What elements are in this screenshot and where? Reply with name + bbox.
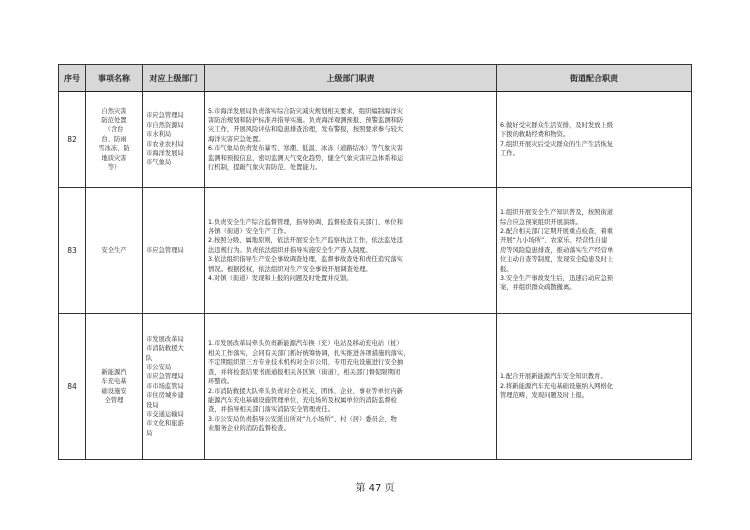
row-number: 83 [59,188,86,314]
department-list: 市应急管理局 [146,246,184,254]
item-name: 自然灾害 防范处置 （含台 台、防雨 雪冰冻、防 地质灾害 等） [98,107,130,172]
department-list: 市发展改革局 市消防救援大 队 市公安局 市应急管理局 市市场监管局 市住房城乡建 设局 市交通运输局 市文化和旅游 局 [146,335,184,437]
header-department: 对应上级部门 [143,65,205,92]
street-duty-text: 6.做好受灾群众生活安排，及时发放上级 下拨的救助经费和物资。 7.组织开展灾后受灾群众的生产生活恢复 工作。 [500,121,614,157]
street-duty-text: 1.组织开展安全生产知识普及，按照街道 综合应急预案组织开展演练。 2.配合相关部门定期开展重点检查，着重 开展“九小场所”、农家乐、经营性自建 房等风险隐患排查，推动落实生产经营单 位主动自查等制度，发现安全隐患及时上 报。 3.安全生产事故发生后，迅速启动应急预 案，并组织群众疏散撤离。 [500,209,614,292]
duty-table [58,64,692,460]
item-name: 新能源汽 车充电基 础设施安 全管理 [101,368,127,404]
table-row [59,188,692,314]
header-item-name: 事项名称 [86,65,143,92]
header-no: 序号 [59,65,86,92]
header-street-duty: 街道配合职责 [497,65,692,92]
table-header-row [59,65,692,92]
item-name: 安全生产 [101,246,127,254]
department-list: 市应急管理局 市自然资源局 市水利局 市农业农村局 市海洋发展局 市气象局 [146,112,184,167]
row-number: 84 [59,314,86,460]
row-number: 82 [59,92,86,188]
superior-duty-text: 1.负责安全生产综合监督管理，指导协调、监督检查有关部门、单位和 各镇（街道）安全生产工作。 2.按照分级、属地原则，依法开展安全生产监察执法工作，依法监处违 法违规行为。负责依法组织并指导实施安全生产准入制度。 3.依法组织指导生产安全事故调查处理，监督事故查处和责任追究落实 情况。根据授权，依法组织对生产安全事故开展调查处理。 4.对镇（街道）发现和上报的问题及时处置并反馈。 [208,218,403,283]
table-row [59,92,692,188]
page-number: 第 47 页 [355,483,395,494]
street-duty-text: 1.配合开展新能源汽车安全知识教育。 2.将新能源汽车充电基础设施纳入网格化 管理范畴，发现问题及时上报。 [500,373,614,400]
superior-duty-text: 5.市海洋发展局负责落实综合防灾减灾规划相关要求，组织编制海洋灾 害防治规划和防护标准并指导实施。负责海洋观测预报、预警监测和防 灾工作，开展风险评估和隐患排查治理，发布警报，按照要求参与较大 海洋灾害应急处置。 6.市气象局负责发布暴雪、寒潮、低温、冰冻（道路结冰）等气象灾害 监测和预报信息，密切监测天气变化趋势，健全气象灾害应急体系和运 行机制，提敲气象灾害防范、处置能力。 [208,107,404,172]
superior-duty-text: 1.市发展改革局牵头负责新能源汽车换（充）电站及移动充电站（桩） 相关工作落实，会同有关部门抓好统筹协调，扎实推进各项措施的落实， 不定期组织第三方专业技术机构对全市公用、专用充电设施进行安全抽 查，并将检查结果书面通报相关各区镇（街道），相关部门督促限期闭 环整改。 2.市消防救援大队牵头负责对全市机关、团体、企业、事业等单位内新 能源汽车充电基础设施管理单位、充电场所及权属单位的消防监督检 查，并指导相关部门落实消防安全管理责任。 3.市公安局负责指导公安派出所对“九小场所”、村（居）委员会、物 业服务企业的消防监督检查。 [208,340,410,433]
header-superior-duty: 上级部门职责 [205,65,497,92]
table-row [59,314,692,460]
